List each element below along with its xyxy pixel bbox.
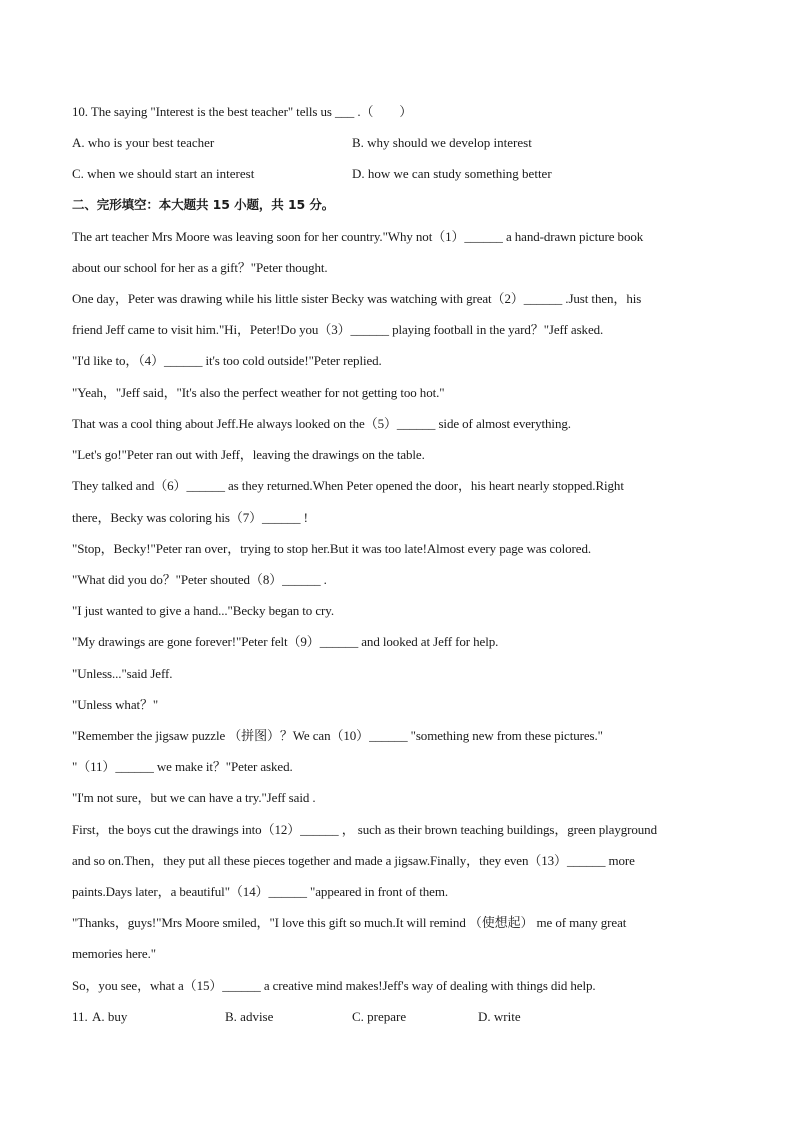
passage-line: "What did you do？"Peter shouted（8）______ . [72, 572, 327, 587]
passage-line: about our school for her as a gift？"Peter thought. [72, 260, 328, 275]
passage-line: "Stop，Becky!"Peter ran over，trying to stop her.But it was too late!Almost every page was colored. [72, 541, 591, 556]
passage-line: "（11）______ we make it？"Peter asked. [72, 759, 293, 774]
question-11-option-a: A. buy [92, 1009, 128, 1024]
question-10-option-c: C. when we should start an interest [72, 166, 255, 181]
passage-line: The art teacher Mrs Moore was leaving soon for her country."Why not（1）______ a hand-drawn picture book [72, 229, 644, 244]
passage-line: "Unless what？" [72, 697, 159, 712]
passage-line: So，you see，what a（15）______ a creative mind makes!Jeff's way of dealing with things did help. [72, 978, 596, 993]
question-10-option-a: A. who is your best teacher [72, 135, 215, 150]
passage-line: First，the boys cut the drawings into（12）______ ， such as their brown teaching buildings，green playground [72, 822, 657, 837]
question-11-option-c: C. prepare [352, 1009, 407, 1024]
section-heading: 二、完形填空：本大题共 15 小题，共 15 分。 [72, 197, 335, 212]
question-11-option-d: D. write [478, 1009, 521, 1024]
passage-line: "Let's go!"Peter ran out with Jeff，leaving the drawings on the table. [72, 447, 425, 462]
passage-line: "My drawings are gone forever!"Peter felt（9）______ and looked at Jeff for help. [72, 634, 499, 649]
passage-line: paints.Days later，a beautiful"（14）______ "appeared in front of them. [72, 884, 449, 899]
passage-line: friend Jeff came to visit him."Hi，Peter!Do you（3）______ playing football in the yard？"Jeff asked. [72, 322, 604, 337]
passage-line: and so on.Then，they put all these pieces together and made a jigsaw.Finally，they even（13）______ more [72, 853, 635, 868]
question-11-option-b: B. advise [225, 1009, 274, 1024]
passage-line: there，Becky was coloring his（7）______ ! [72, 510, 308, 525]
passage-line: "I'm not sure，but we can have a try."Jeff said . [72, 790, 316, 805]
question-10-option-b: B. why should we develop interest [352, 135, 532, 150]
passage-line: "Remember the jigsaw puzzle （拼图）？We can（10）______ "something new from these pictures." [72, 728, 603, 743]
passage-line: memories here." [72, 946, 156, 961]
passage-line: "I'd like to，（4）______ it's too cold outside!"Peter replied. [72, 353, 382, 368]
passage-line: "Thanks，guys!"Mrs Moore smiled，"I love this gift so much.It will remind （使想起） me of many great [72, 915, 627, 930]
passage-line: One day，Peter was drawing while his little sister Becky was watching with great（2）______ .Just then，his [72, 291, 642, 306]
passage-line: They talked and（6）______ as they returned.When Peter opened the door，his heart nearly stopped.Right [72, 478, 624, 493]
passage-line: "I just wanted to give a hand..."Becky began to cry. [72, 603, 334, 618]
passage-line: That was a cool thing about Jeff.He always looked on the（5）______ side of almost everything. [72, 416, 571, 431]
passage-line: "Unless..."said Jeff. [72, 666, 173, 681]
question-10-stem: 10. The saying "Interest is the best teacher" tells us ___ .（ ） [72, 104, 413, 119]
question-11-number: 11. [72, 1009, 88, 1024]
passage-line: "Yeah，"Jeff said，"It's also the perfect weather for not getting too hot." [72, 385, 445, 400]
question-10-option-d: D. how we can study something better [352, 166, 552, 181]
